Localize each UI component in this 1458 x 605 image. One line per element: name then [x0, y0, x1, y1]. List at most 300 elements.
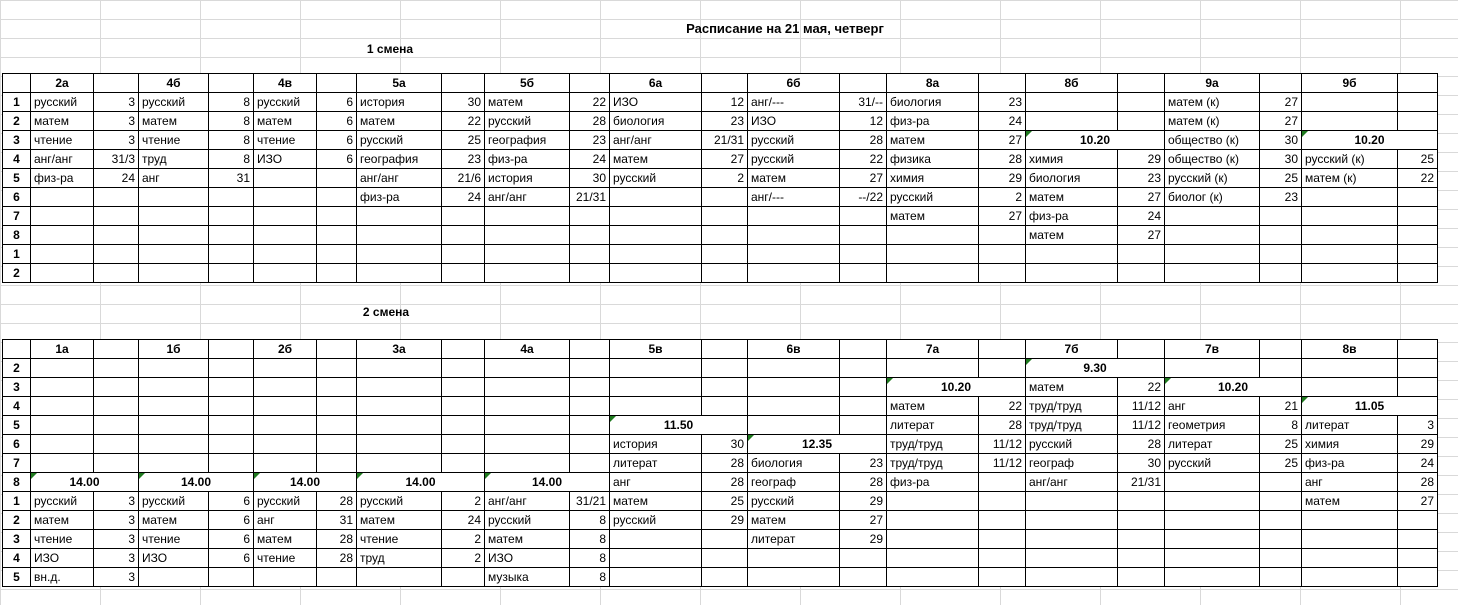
subject-cell[interactable]: биолог (к) — [1165, 188, 1260, 207]
room-cell[interactable]: 27 — [702, 150, 748, 169]
subject-cell[interactable]: русский — [1165, 454, 1260, 473]
room-cell[interactable]: --/22 — [840, 188, 887, 207]
lesson-number[interactable]: 1 — [3, 93, 31, 112]
room-cell[interactable]: 6 — [317, 131, 357, 150]
class-header-room[interactable] — [1398, 74, 1438, 93]
room-cell[interactable]: 21/31 — [702, 131, 748, 150]
subject-cell[interactable]: чтение — [139, 530, 209, 549]
subject-cell[interactable]: труд/труд — [1026, 416, 1118, 435]
room-cell[interactable] — [317, 454, 357, 473]
room-cell[interactable] — [442, 378, 485, 397]
lesson-number[interactable]: 2 — [3, 112, 31, 131]
room-cell[interactable]: 24 — [1118, 207, 1165, 226]
subject-cell[interactable] — [1026, 549, 1118, 568]
room-cell[interactable]: 25 — [1260, 169, 1302, 188]
subject-cell[interactable]: геометрия — [1165, 416, 1260, 435]
room-cell[interactable] — [840, 549, 887, 568]
subject-cell[interactable] — [254, 245, 317, 264]
room-cell[interactable] — [94, 378, 139, 397]
subject-cell[interactable]: матем — [887, 131, 979, 150]
lesson-number[interactable]: 6 — [3, 188, 31, 207]
subject-cell[interactable] — [887, 492, 979, 511]
subject-cell[interactable] — [1026, 245, 1118, 264]
subject-cell[interactable]: литерат — [1165, 435, 1260, 454]
room-cell[interactable]: 31/3 — [94, 150, 139, 169]
class-header-room[interactable] — [1260, 340, 1302, 359]
subject-cell[interactable]: русский — [1026, 435, 1118, 454]
room-cell[interactable]: 22 — [1118, 378, 1165, 397]
subject-cell[interactable]: русский — [254, 93, 317, 112]
room-cell[interactable] — [94, 359, 139, 378]
room-cell[interactable] — [1118, 511, 1165, 530]
subject-cell[interactable] — [357, 435, 442, 454]
subject-cell[interactable] — [1026, 511, 1118, 530]
class-header-room[interactable] — [1118, 74, 1165, 93]
subject-cell[interactable]: физ-ра — [1026, 207, 1118, 226]
subject-cell[interactable] — [485, 264, 570, 283]
room-cell[interactable] — [570, 245, 610, 264]
room-cell[interactable] — [442, 207, 485, 226]
room-cell[interactable] — [317, 169, 357, 188]
room-cell[interactable] — [840, 245, 887, 264]
subject-cell[interactable] — [887, 245, 979, 264]
lesson-number[interactable]: 7 — [3, 454, 31, 473]
subject-cell[interactable] — [254, 397, 317, 416]
room-cell[interactable]: 8 — [570, 530, 610, 549]
subject-cell[interactable]: общество (к) — [1165, 131, 1260, 150]
room-cell[interactable] — [1260, 359, 1302, 378]
room-cell[interactable] — [1118, 264, 1165, 283]
subject-cell[interactable]: литерат — [610, 454, 702, 473]
subject-cell[interactable] — [610, 568, 702, 587]
subject-cell[interactable]: матем — [748, 169, 840, 188]
room-cell[interactable]: 8 — [570, 549, 610, 568]
class-header-room[interactable] — [1398, 340, 1438, 359]
subject-cell[interactable] — [610, 207, 702, 226]
subject-cell[interactable] — [485, 454, 570, 473]
subject-cell[interactable] — [485, 378, 570, 397]
subject-cell[interactable]: анг/анг — [31, 150, 94, 169]
room-cell[interactable]: 28 — [317, 530, 357, 549]
room-cell[interactable]: 28 — [570, 112, 610, 131]
room-cell[interactable] — [979, 511, 1026, 530]
room-cell[interactable] — [1398, 568, 1438, 587]
room-cell[interactable] — [1260, 530, 1302, 549]
subject-cell[interactable]: матем (к) — [1302, 169, 1398, 188]
room-cell[interactable]: 6 — [209, 492, 254, 511]
subject-cell[interactable]: матем — [887, 207, 979, 226]
room-cell[interactable] — [702, 359, 748, 378]
subject-cell[interactable] — [139, 416, 209, 435]
subject-cell[interactable]: анг — [254, 511, 317, 530]
subject-cell[interactable]: матем (к) — [1165, 112, 1260, 131]
subject-cell[interactable] — [748, 226, 840, 245]
class-header-room[interactable] — [94, 340, 139, 359]
room-cell[interactable]: 24 — [442, 511, 485, 530]
room-cell[interactable]: 22 — [840, 150, 887, 169]
room-cell[interactable] — [1118, 530, 1165, 549]
room-cell[interactable] — [442, 416, 485, 435]
subject-cell[interactable]: общество (к) — [1165, 150, 1260, 169]
room-cell[interactable]: 6 — [317, 112, 357, 131]
subject-cell[interactable]: анг — [139, 169, 209, 188]
subject-cell[interactable] — [1302, 359, 1398, 378]
room-cell[interactable] — [570, 378, 610, 397]
room-cell[interactable]: 3 — [94, 93, 139, 112]
subject-cell[interactable] — [31, 435, 94, 454]
subject-cell[interactable] — [1302, 207, 1398, 226]
class-header-room[interactable] — [979, 74, 1026, 93]
room-cell[interactable]: 30 — [570, 169, 610, 188]
subject-cell[interactable]: матем — [1302, 492, 1398, 511]
subject-cell[interactable]: физ-ра — [357, 188, 442, 207]
lesson-number[interactable]: 1 — [3, 245, 31, 264]
subject-cell[interactable]: русский (к) — [1302, 150, 1398, 169]
subject-cell[interactable]: чтение — [31, 131, 94, 150]
room-cell[interactable] — [317, 245, 357, 264]
room-cell[interactable] — [94, 435, 139, 454]
subject-cell[interactable] — [1302, 112, 1398, 131]
subject-cell[interactable]: химия — [1302, 435, 1398, 454]
room-cell[interactable]: 30 — [1118, 454, 1165, 473]
subject-cell[interactable]: анг/--- — [748, 188, 840, 207]
subject-cell[interactable] — [748, 416, 840, 435]
subject-cell[interactable] — [1302, 188, 1398, 207]
subject-cell[interactable] — [1026, 112, 1118, 131]
lesson-number[interactable]: 2 — [3, 359, 31, 378]
room-cell[interactable] — [1398, 378, 1438, 397]
subject-cell[interactable]: история — [610, 435, 702, 454]
room-cell[interactable] — [1260, 226, 1302, 245]
room-cell[interactable] — [1118, 112, 1165, 131]
lesson-number[interactable]: 3 — [3, 378, 31, 397]
subject-cell[interactable] — [1026, 264, 1118, 283]
subject-cell[interactable] — [254, 207, 317, 226]
room-cell[interactable]: 2 — [979, 188, 1026, 207]
subject-cell[interactable] — [357, 397, 442, 416]
subject-cell[interactable] — [1302, 245, 1398, 264]
room-cell[interactable] — [1398, 245, 1438, 264]
class-header-room[interactable] — [442, 340, 485, 359]
room-cell[interactable] — [979, 568, 1026, 587]
room-cell[interactable]: 6 — [317, 150, 357, 169]
subject-cell[interactable]: биология — [1026, 169, 1118, 188]
room-cell[interactable] — [317, 359, 357, 378]
class-header[interactable]: 6б — [748, 74, 840, 93]
subject-cell[interactable] — [139, 568, 209, 587]
room-cell[interactable]: 2 — [702, 169, 748, 188]
subject-cell[interactable]: литерат — [887, 416, 979, 435]
room-cell[interactable]: 27 — [840, 169, 887, 188]
room-cell[interactable]: 11/12 — [1118, 416, 1165, 435]
subject-cell[interactable] — [887, 226, 979, 245]
room-cell[interactable]: 8 — [570, 568, 610, 587]
room-cell[interactable]: 25 — [1398, 150, 1438, 169]
room-cell[interactable]: 30 — [702, 435, 748, 454]
subject-cell[interactable] — [357, 207, 442, 226]
room-cell[interactable] — [840, 416, 887, 435]
class-header-room[interactable] — [1118, 340, 1165, 359]
room-cell[interactable] — [442, 397, 485, 416]
class-header[interactable]: 3а — [357, 340, 442, 359]
subject-cell[interactable]: литерат — [748, 530, 840, 549]
room-cell[interactable]: 22 — [570, 93, 610, 112]
start-time-cell[interactable]: 11.50 — [610, 416, 748, 435]
lesson-number[interactable]: 7 — [3, 207, 31, 226]
room-cell[interactable] — [94, 397, 139, 416]
subject-cell[interactable] — [748, 397, 840, 416]
room-cell[interactable] — [570, 359, 610, 378]
subject-cell[interactable] — [1302, 549, 1398, 568]
room-cell[interactable]: 12 — [840, 112, 887, 131]
subject-cell[interactable] — [357, 416, 442, 435]
subject-cell[interactable] — [610, 188, 702, 207]
room-cell[interactable] — [702, 264, 748, 283]
room-cell[interactable] — [570, 264, 610, 283]
start-time-cell[interactable]: 14.00 — [357, 473, 485, 492]
room-cell[interactable]: 8 — [209, 93, 254, 112]
subject-cell[interactable] — [254, 169, 317, 188]
subject-cell[interactable]: ИЗО — [254, 150, 317, 169]
room-cell[interactable]: 25 — [702, 492, 748, 511]
subject-cell[interactable]: чтение — [31, 530, 94, 549]
room-cell[interactable] — [1398, 511, 1438, 530]
room-cell[interactable] — [442, 454, 485, 473]
room-cell[interactable] — [702, 226, 748, 245]
room-cell[interactable] — [209, 245, 254, 264]
subject-cell[interactable]: анг/--- — [748, 93, 840, 112]
room-cell[interactable] — [1118, 549, 1165, 568]
subject-cell[interactable] — [1165, 568, 1260, 587]
room-cell[interactable]: 24 — [570, 150, 610, 169]
room-cell[interactable] — [702, 397, 748, 416]
room-cell[interactable]: 24 — [442, 188, 485, 207]
lesson-number[interactable]: 5 — [3, 416, 31, 435]
subject-cell[interactable] — [31, 397, 94, 416]
room-cell[interactable]: 27 — [979, 131, 1026, 150]
room-cell[interactable]: 21/31 — [1118, 473, 1165, 492]
class-header[interactable]: 6а — [610, 74, 702, 93]
room-cell[interactable] — [442, 226, 485, 245]
room-cell[interactable] — [1260, 568, 1302, 587]
class-header[interactable]: 8б — [1026, 74, 1118, 93]
subject-cell[interactable] — [887, 568, 979, 587]
room-cell[interactable]: 11/12 — [979, 435, 1026, 454]
room-cell[interactable] — [840, 378, 887, 397]
room-cell[interactable] — [840, 397, 887, 416]
room-cell[interactable] — [209, 188, 254, 207]
subject-cell[interactable] — [610, 245, 702, 264]
class-header[interactable]: 2б — [254, 340, 317, 359]
lesson-number[interactable]: 8 — [3, 473, 31, 492]
room-cell[interactable] — [979, 245, 1026, 264]
subject-cell[interactable] — [254, 435, 317, 454]
room-cell[interactable] — [1260, 549, 1302, 568]
room-cell[interactable]: 3 — [94, 492, 139, 511]
start-time-cell[interactable]: 11.05 — [1302, 397, 1438, 416]
room-cell[interactable]: 28 — [979, 416, 1026, 435]
subject-cell[interactable]: ИЗО — [610, 93, 702, 112]
room-cell[interactable]: 25 — [442, 131, 485, 150]
room-cell[interactable] — [94, 454, 139, 473]
room-cell[interactable]: 27 — [1118, 188, 1165, 207]
subject-cell[interactable] — [1302, 378, 1398, 397]
room-cell[interactable]: 6 — [209, 511, 254, 530]
subject-cell[interactable]: матем — [1026, 378, 1118, 397]
class-header-room[interactable] — [442, 74, 485, 93]
room-cell[interactable]: 3 — [94, 530, 139, 549]
subject-cell[interactable]: анг/анг — [357, 169, 442, 188]
subject-cell[interactable]: анг — [1165, 397, 1260, 416]
room-cell[interactable] — [1260, 473, 1302, 492]
room-cell[interactable]: 28 — [1398, 473, 1438, 492]
subject-cell[interactable] — [1165, 226, 1260, 245]
class-header-room[interactable] — [209, 340, 254, 359]
room-cell[interactable] — [209, 378, 254, 397]
subject-cell[interactable] — [139, 226, 209, 245]
subject-cell[interactable] — [31, 378, 94, 397]
subject-cell[interactable]: анг — [610, 473, 702, 492]
subject-cell[interactable] — [485, 397, 570, 416]
subject-cell[interactable]: матем — [357, 112, 442, 131]
lesson-number[interactable]: 3 — [3, 530, 31, 549]
room-cell[interactable] — [840, 226, 887, 245]
room-cell[interactable]: 24 — [1398, 454, 1438, 473]
room-cell[interactable]: 23 — [702, 112, 748, 131]
subject-cell[interactable] — [1026, 492, 1118, 511]
room-cell[interactable] — [1398, 530, 1438, 549]
subject-cell[interactable] — [31, 226, 94, 245]
subject-cell[interactable]: чтение — [357, 530, 442, 549]
start-time-cell[interactable]: 14.00 — [139, 473, 254, 492]
subject-cell[interactable] — [357, 264, 442, 283]
room-cell[interactable] — [979, 359, 1026, 378]
subject-cell[interactable]: русский — [31, 93, 94, 112]
subject-cell[interactable]: биология — [610, 112, 702, 131]
room-cell[interactable] — [209, 359, 254, 378]
subject-cell[interactable] — [139, 359, 209, 378]
subject-cell[interactable]: музыка — [485, 568, 570, 587]
subject-cell[interactable] — [485, 245, 570, 264]
subject-cell[interactable] — [610, 359, 702, 378]
room-cell[interactable]: 23 — [570, 131, 610, 150]
subject-cell[interactable] — [1302, 93, 1398, 112]
room-cell[interactable]: 28 — [317, 549, 357, 568]
subject-cell[interactable]: матем — [1026, 188, 1118, 207]
room-cell[interactable]: 21/31 — [570, 188, 610, 207]
room-cell[interactable]: 6 — [209, 549, 254, 568]
lesson-number[interactable]: 5 — [3, 568, 31, 587]
room-cell[interactable] — [1398, 207, 1438, 226]
room-cell[interactable] — [702, 245, 748, 264]
lesson-number[interactable]: 3 — [3, 131, 31, 150]
room-cell[interactable] — [442, 264, 485, 283]
start-time-cell[interactable]: 10.20 — [1026, 131, 1165, 150]
room-cell[interactable] — [840, 568, 887, 587]
class-header[interactable]: 4а — [485, 340, 570, 359]
class-header[interactable]: 7а — [887, 340, 979, 359]
room-cell[interactable]: 28 — [840, 131, 887, 150]
subject-cell[interactable]: матем — [1026, 226, 1118, 245]
room-cell[interactable] — [1398, 112, 1438, 131]
room-cell[interactable] — [317, 416, 357, 435]
room-cell[interactable] — [1260, 492, 1302, 511]
subject-cell[interactable] — [748, 264, 840, 283]
start-time-cell[interactable]: 12.35 — [748, 435, 887, 454]
room-cell[interactable] — [94, 226, 139, 245]
start-time-cell[interactable]: 14.00 — [254, 473, 357, 492]
start-time-cell[interactable]: 9.30 — [1026, 359, 1165, 378]
class-header-room[interactable] — [570, 340, 610, 359]
subject-cell[interactable] — [485, 416, 570, 435]
class-header-room[interactable] — [317, 340, 357, 359]
subject-cell[interactable] — [31, 188, 94, 207]
room-cell[interactable]: 23 — [1118, 169, 1165, 188]
start-time-cell[interactable]: 10.20 — [1165, 378, 1302, 397]
subject-cell[interactable] — [485, 226, 570, 245]
room-cell[interactable]: 6 — [209, 530, 254, 549]
subject-cell[interactable]: литерат — [1302, 416, 1398, 435]
subject-cell[interactable]: анг/анг — [1026, 473, 1118, 492]
room-cell[interactable] — [840, 359, 887, 378]
room-cell[interactable] — [570, 416, 610, 435]
subject-cell[interactable] — [748, 245, 840, 264]
class-header[interactable]: 1б — [139, 340, 209, 359]
room-cell[interactable]: 6 — [317, 93, 357, 112]
room-cell[interactable] — [570, 226, 610, 245]
room-cell[interactable] — [1118, 245, 1165, 264]
room-cell[interactable]: 3 — [94, 511, 139, 530]
room-cell[interactable] — [1398, 359, 1438, 378]
room-cell[interactable] — [209, 264, 254, 283]
room-cell[interactable]: 22 — [979, 397, 1026, 416]
room-cell[interactable]: 22 — [1398, 169, 1438, 188]
class-header[interactable]: 6в — [748, 340, 840, 359]
subject-cell[interactable]: матем — [254, 112, 317, 131]
room-cell[interactable]: 3 — [1398, 416, 1438, 435]
room-cell[interactable] — [317, 435, 357, 454]
subject-cell[interactable] — [357, 245, 442, 264]
room-cell[interactable] — [209, 435, 254, 454]
room-cell[interactable] — [979, 264, 1026, 283]
subject-cell[interactable] — [1165, 264, 1260, 283]
room-cell[interactable] — [702, 188, 748, 207]
room-cell[interactable] — [209, 397, 254, 416]
class-header[interactable]: 9а — [1165, 74, 1260, 93]
subject-cell[interactable] — [1302, 530, 1398, 549]
room-cell[interactable] — [94, 245, 139, 264]
class-header-room[interactable] — [702, 74, 748, 93]
room-cell[interactable] — [317, 264, 357, 283]
room-cell[interactable] — [94, 207, 139, 226]
room-cell[interactable] — [979, 492, 1026, 511]
class-header-room[interactable] — [209, 74, 254, 93]
room-cell[interactable]: 31/21 — [570, 492, 610, 511]
room-cell[interactable]: 23 — [979, 93, 1026, 112]
room-cell[interactable]: 29 — [840, 492, 887, 511]
subject-cell[interactable] — [357, 359, 442, 378]
subject-cell[interactable]: ИЗО — [31, 549, 94, 568]
room-cell[interactable]: 8 — [209, 150, 254, 169]
subject-cell[interactable]: физика — [887, 150, 979, 169]
room-cell[interactable] — [209, 454, 254, 473]
subject-cell[interactable]: матем — [610, 150, 702, 169]
room-cell[interactable]: 28 — [702, 473, 748, 492]
class-header[interactable]: 4б — [139, 74, 209, 93]
subject-cell[interactable]: русский — [254, 492, 317, 511]
room-cell[interactable] — [979, 226, 1026, 245]
subject-cell[interactable]: матем (к) — [1165, 93, 1260, 112]
